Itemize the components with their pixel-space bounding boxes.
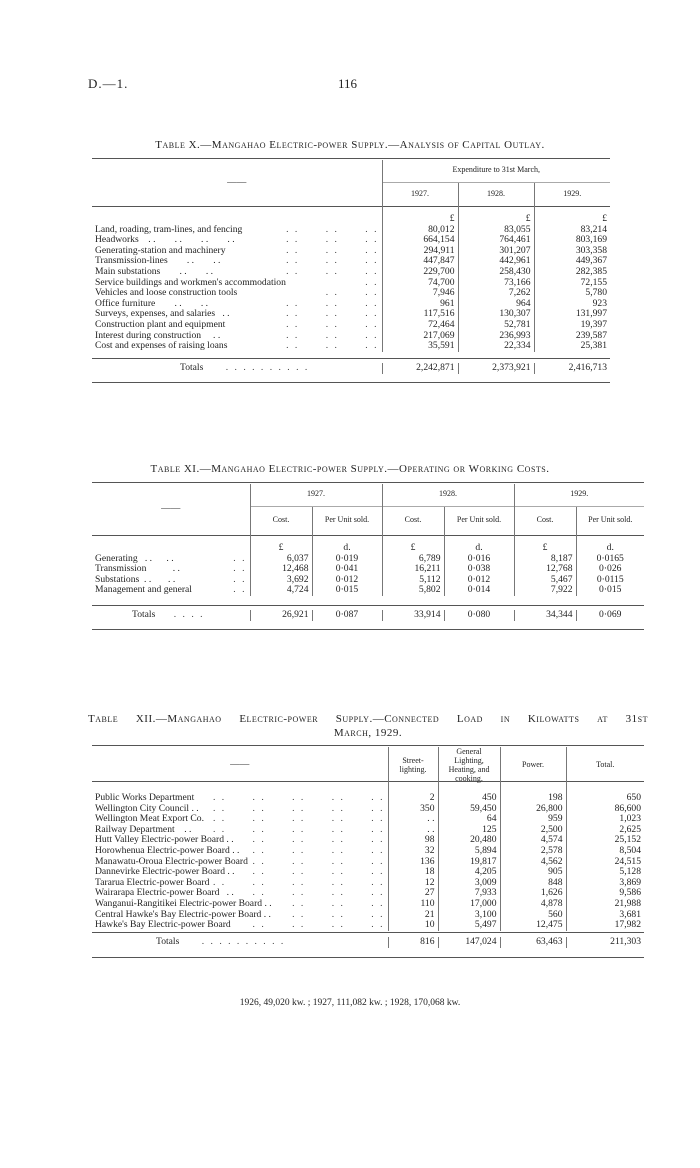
total-value: 211,303 — [566, 937, 644, 948]
cell-value: 449,367 — [534, 256, 610, 267]
cell-value: 83,214 — [534, 225, 610, 236]
cell-value: 447,847 — [382, 256, 458, 267]
cell-value: 964 — [458, 299, 534, 310]
cell-value: 301,207 — [458, 246, 534, 257]
cell-value: 905 — [500, 867, 566, 878]
cell-value: 59,450 — [438, 804, 500, 815]
cell-value: 18 — [388, 867, 438, 878]
total-value: 26,921 — [250, 610, 312, 621]
cell-value: 130,307 — [458, 309, 534, 320]
unit-label: £ — [382, 206, 458, 225]
cell-value: 3,692 — [250, 575, 312, 586]
cell-value: 923 — [534, 299, 610, 310]
table-x-group-header: Expenditure to 31st March, — [382, 160, 610, 182]
totals-row-label — [92, 937, 388, 948]
table-xi-bottom-rule — [92, 629, 644, 630]
cell-value: 131,997 — [534, 309, 610, 320]
row-label: Transmission . . — [95, 563, 180, 575]
cell-value: 0·019 — [312, 554, 382, 565]
leader-dots: . . . . . . — [286, 318, 379, 330]
row-label: Tararua Electric-power Board — [95, 876, 210, 888]
total-value: 0·069 — [576, 610, 644, 621]
cell-value: 1,023 — [566, 814, 644, 825]
row-label: Wairarapa Electric-power Board . . — [95, 887, 234, 899]
cell-value: 4,878 — [500, 899, 566, 910]
cell-value: 803,169 — [534, 235, 610, 246]
leader-dots: . . . . . . . . — [252, 844, 385, 856]
unit-label: d. — [576, 535, 644, 554]
cell-value: 21 — [388, 910, 438, 921]
cell-value: 110 — [388, 899, 438, 910]
cell-value: 0·016 — [444, 554, 514, 565]
leader-dots: . . . . . . — [286, 255, 379, 267]
table-x-year-head: 1927. — [382, 182, 458, 206]
cell-value: 239,587 — [534, 331, 610, 342]
table-xi-subhead: Cost. — [250, 506, 312, 535]
row-label: Hawke's Bay Electric-power Board — [95, 919, 231, 931]
row-label: Service buildings and workmen's accommodation — [95, 276, 286, 288]
row-label: Manawatu-Oroua Electric-power Board — [95, 855, 248, 867]
cell-value: 282,385 — [534, 267, 610, 278]
row-label: Construction plant and equipment — [95, 318, 226, 330]
row-label: Substations . . . . — [95, 573, 176, 585]
cell-value: 25,381 — [534, 341, 610, 352]
cell-value: 0·038 — [444, 564, 514, 575]
row-label: Transmission-lines . . . . — [95, 255, 221, 267]
leader-dots: . . . . . . . . . . — [212, 802, 385, 814]
table-xi-subhead: Cost. — [382, 506, 444, 535]
cell-value: 5,780 — [534, 288, 610, 299]
leader-dots: . . . . . . — [286, 244, 379, 256]
cell-value: 136 — [388, 857, 438, 868]
leader-dots: . . . . . . — [292, 908, 385, 920]
table-xi-subhead: Cost. — [514, 506, 576, 535]
row-label: Horowhenua Electric-power Board . . — [95, 844, 240, 856]
leader-dots: . . . . . . . . — [252, 855, 385, 867]
table-x-stub-head: —— — [227, 176, 247, 188]
totals-row-label — [92, 363, 382, 374]
cell-value: 17,000 — [438, 899, 500, 910]
page-number: 116 — [338, 76, 358, 91]
cell-value: 0·015 — [576, 585, 644, 596]
cell-value: 6,037 — [250, 554, 312, 565]
cell-value: 35,591 — [382, 341, 458, 352]
leader-dots: . . . . . . . . . . — [212, 823, 385, 835]
cell-value: 236,993 — [458, 331, 534, 342]
table-xii-stub-head: —— — [230, 758, 250, 770]
cell-value: 52,781 — [458, 320, 534, 331]
row-label: Central Hawke's Bay Electric-power Board . . — [95, 908, 271, 920]
total-value: 2,416,713 — [534, 363, 610, 374]
cell-value: 1,626 — [500, 888, 566, 899]
totals-label: Totals — [132, 609, 156, 620]
table-x-totals — [92, 363, 610, 374]
cell-value: 258,430 — [458, 267, 534, 278]
cell-value: 72,155 — [534, 278, 610, 289]
leader-dots: . . . . — [173, 609, 205, 620]
table-xi-totals-rule — [92, 605, 644, 606]
cell-value: 12,475 — [500, 920, 566, 931]
leader-dots: . . . . . . . . . . — [212, 876, 385, 888]
cell-value: 4,574 — [500, 835, 566, 846]
table-xi-top-rule — [92, 482, 644, 483]
cell-value: 12 — [388, 878, 438, 889]
cell-value: 959 — [500, 814, 566, 825]
cell-value: 3,869 — [566, 878, 644, 889]
cell-value: 6,789 — [382, 554, 444, 565]
cell-value: 19,397 — [534, 320, 610, 331]
cell-value: . . — [388, 825, 438, 836]
table-x — [92, 160, 610, 352]
table-xi — [92, 484, 644, 596]
cell-value: 4,562 — [500, 857, 566, 868]
row-label: Wanganui-Rangitikei Electric-power Board . . — [95, 897, 272, 909]
table-row — [92, 585, 644, 596]
totals-label: Totals — [156, 936, 180, 947]
row-label: Interest during construction . . — [95, 329, 221, 341]
cell-value: 8,504 — [566, 846, 644, 857]
cell-value: 10 — [388, 920, 438, 931]
row-label: Main substations . . . . — [95, 265, 214, 277]
table-x-bottom-rule — [92, 382, 610, 383]
leader-dots: . . . . . . . . — [252, 866, 385, 878]
row-label: Generating . . . . — [95, 552, 174, 564]
cell-value: 12,768 — [514, 564, 576, 575]
cell-value: 3,100 — [438, 910, 500, 921]
table-xii-totals — [92, 937, 644, 948]
cell-value: 764,461 — [458, 235, 534, 246]
table-x-title: Table X.—Mangahao Electric-power Supply.—Analysis of Capital Outlay. — [155, 139, 545, 151]
leader-dots: . . . . . . — [286, 297, 379, 309]
unit-label: £ — [250, 535, 312, 554]
cell-value: 0·015 — [312, 585, 382, 596]
row-label: Hutt Valley Electric-power Board . . — [95, 834, 234, 846]
unit-label: d. — [312, 535, 382, 554]
cell-value: 4,205 — [438, 867, 500, 878]
total-value: 816 — [388, 937, 438, 948]
leader-dots: . . — [233, 552, 247, 564]
cell-value: 27 — [388, 888, 438, 899]
table-xi-subhead: Per Unit sold. — [444, 506, 514, 535]
table-xii-title-line2: March, 1929. — [333, 727, 403, 739]
table-xi-year-head: 1928. — [382, 484, 514, 506]
cell-value: 0·012 — [312, 575, 382, 586]
leader-dots: . . . . . . — [286, 308, 379, 320]
leader-dots: . . . . . . — [286, 265, 379, 277]
table-x-totals-rule — [92, 358, 610, 359]
cell-value: 2,578 — [500, 846, 566, 857]
row-label: Land, roading, tram-lines, and fencing — [95, 223, 243, 235]
cell-value: 0·0115 — [576, 575, 644, 586]
unit-label: £ — [458, 206, 534, 225]
row-label: Surveys, expenses, and salaries . . — [95, 308, 230, 320]
cell-value: 848 — [500, 878, 566, 889]
row-label: Dannevirke Electric-power Board . . — [95, 866, 235, 878]
cell-value: 229,700 — [382, 267, 458, 278]
cell-value: 0·041 — [312, 564, 382, 575]
total-value: 34,344 — [514, 610, 576, 621]
connected-load-footnote: 1926, 49,020 kw. ; 1927, 111,082 kw. ; 1928, 170,068 kw. — [239, 998, 461, 1008]
cell-value: 4,724 — [250, 585, 312, 596]
row-label-cell — [92, 920, 388, 931]
cell-value: 217,069 — [382, 331, 458, 342]
table-xi-year-head: 1929. — [514, 484, 644, 506]
cell-value: 8,187 — [514, 554, 576, 565]
cell-value: . . — [388, 814, 438, 825]
total-value: 147,024 — [438, 937, 500, 948]
table-xii-bottom-rule — [92, 957, 644, 958]
table-xii-col-head: Street-lighting. — [388, 747, 438, 783]
table-xii-col-head: Power. — [500, 747, 566, 783]
table-xii-top-rule — [92, 745, 644, 746]
table-xii-col-head: Total. — [566, 747, 644, 783]
cell-value: 86,600 — [566, 804, 644, 815]
total-value: 0·080 — [444, 610, 514, 621]
cell-value: 98 — [388, 835, 438, 846]
cell-value: 117,516 — [382, 309, 458, 320]
cell-value: 125 — [438, 825, 500, 836]
table-xi-totals — [92, 610, 644, 621]
table-row — [92, 341, 610, 352]
cell-value: 83,055 — [458, 225, 534, 236]
cell-value: 198 — [500, 793, 566, 804]
row-label-cell — [92, 585, 250, 596]
table-xii — [92, 747, 644, 931]
table-xi-stub-head: —— — [161, 503, 181, 515]
leader-dots: . . — [233, 573, 247, 585]
table-x-year-head: 1929. — [534, 182, 610, 206]
row-label: Cost and expenses of raising loans — [95, 340, 228, 352]
cell-value: 7,262 — [458, 288, 534, 299]
table-xi-subhead: Per Unit sold. — [312, 506, 382, 535]
cell-value: 3,009 — [438, 878, 500, 889]
cell-value: 72,464 — [382, 320, 458, 331]
cell-value: 26,800 — [500, 804, 566, 815]
cell-value: 7,922 — [514, 585, 576, 596]
table-xii-totals-rule — [92, 932, 644, 933]
cell-value: 20,480 — [438, 835, 500, 846]
row-label: Railway Department . . — [95, 823, 192, 835]
row-label: Generating-station and machinery — [95, 244, 226, 256]
document-reference: D.—1. — [88, 76, 129, 91]
cell-value: 0·014 — [444, 585, 514, 596]
leader-dots: . . . . . . — [286, 223, 379, 235]
total-value: 2,373,921 — [458, 363, 534, 374]
leader-dots: . . . . . . . . — [252, 834, 385, 846]
cell-value: 0·026 — [576, 564, 644, 575]
cell-value: 0·012 — [444, 575, 514, 586]
row-label: Public Works Department — [95, 792, 195, 803]
row-label: Management and general — [95, 584, 192, 596]
table-xii-col-head: General Lighting, Heating, and cooking. — [438, 747, 500, 783]
cell-value: 294,911 — [382, 246, 458, 257]
cell-value: 12,468 — [250, 564, 312, 575]
cell-value: 7,933 — [438, 888, 500, 899]
totals-label: Totals — [180, 362, 204, 373]
cell-value: 19,817 — [438, 857, 500, 868]
leader-dots: . . — [233, 563, 247, 575]
leader-dots: . . . . — [325, 287, 379, 299]
total-value: 63,463 — [500, 937, 566, 948]
cell-value: 3,681 — [566, 910, 644, 921]
leader-dots: . . . . . . . . . . — [225, 362, 310, 373]
row-label: Wellington Meat Export Co. — [95, 813, 205, 825]
cell-value: 32 — [388, 846, 438, 857]
total-value: 0·087 — [312, 610, 382, 621]
cell-value: 64 — [438, 814, 500, 825]
leader-dots: . . . . . . . . . . — [212, 792, 385, 803]
cell-value: 664,154 — [382, 235, 458, 246]
leader-dots: . . . . . . — [286, 329, 379, 341]
table-xi-title: Table XI.—Mangahao Electric-power Supply.—Operating or Working Costs. — [150, 463, 550, 475]
table-xi-year-head: 1927. — [250, 484, 382, 506]
cell-value: 74,700 — [382, 278, 458, 289]
cell-value: 73,166 — [458, 278, 534, 289]
leader-dots: . . . . . . . . — [252, 919, 385, 931]
cell-value: 80,012 — [382, 225, 458, 236]
leader-dots: . . . . . . . . — [252, 887, 385, 899]
table-xii-title: Table XII.—Mangahao Electric-power Supply.—Connected Load in Kilowatts at 31st — [88, 713, 648, 725]
cell-value: 2,625 — [566, 825, 644, 836]
table-row — [92, 920, 644, 931]
leader-dots: . . . . . . . . . . — [201, 936, 286, 947]
cell-value: 5,802 — [382, 585, 444, 596]
cell-value: 24,515 — [566, 857, 644, 868]
leader-dots: . . — [365, 276, 379, 288]
cell-value: 25,152 — [566, 835, 644, 846]
cell-value: 21,988 — [566, 899, 644, 910]
leader-dots: . . . . . . — [286, 234, 379, 246]
cell-value: 350 — [388, 804, 438, 815]
unit-label: d. — [444, 535, 514, 554]
total-value: 33,914 — [382, 610, 444, 621]
unit-label: £ — [382, 535, 444, 554]
unit-label: £ — [514, 535, 576, 554]
cell-value: 5,497 — [438, 920, 500, 931]
table-x-top-rule — [92, 158, 610, 159]
table-x-year-head: 1928. — [458, 182, 534, 206]
table-xi-subhead: Per Unit sold. — [576, 506, 644, 535]
cell-value: 303,358 — [534, 246, 610, 257]
cell-value: 9,586 — [566, 888, 644, 899]
row-label-cell — [92, 341, 382, 352]
row-label: Headworks . . . . . . . . — [95, 234, 235, 246]
cell-value: 442,961 — [458, 256, 534, 267]
cell-value: 5,128 — [566, 867, 644, 878]
leader-dots: . . . . . . — [286, 340, 379, 352]
row-label: Office furniture . . . . — [95, 297, 209, 309]
cell-value: 650 — [566, 793, 644, 804]
row-label: Vehicles and loose construction tools — [95, 287, 238, 299]
cell-value: 5,467 — [514, 575, 576, 586]
cell-value: 17,982 — [566, 920, 644, 931]
cell-value: 961 — [382, 299, 458, 310]
total-value: 2,242,871 — [382, 363, 458, 374]
unit-label: £ — [534, 206, 610, 225]
cell-value: 2,500 — [500, 825, 566, 836]
leader-dots: . . . . . . . . . . — [212, 813, 385, 825]
cell-value: 0·0165 — [576, 554, 644, 565]
cell-value: 5,894 — [438, 846, 500, 857]
cell-value: 2 — [388, 793, 438, 804]
cell-value: 7,946 — [382, 288, 458, 299]
cell-value: 560 — [500, 910, 566, 921]
row-label: Wellington City Council . . — [95, 802, 199, 814]
leader-dots: . . . . . . — [292, 897, 385, 909]
cell-value: 16,211 — [382, 564, 444, 575]
cell-value: 5,112 — [382, 575, 444, 586]
cell-value: 22,334 — [458, 341, 534, 352]
totals-row-label — [92, 610, 250, 621]
leader-dots: . . — [233, 584, 247, 596]
cell-value: 450 — [438, 793, 500, 804]
